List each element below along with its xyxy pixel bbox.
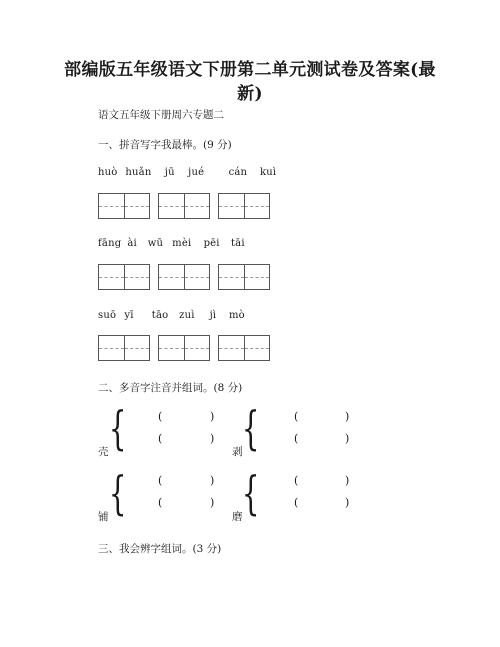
section-3-heading: 三、我会辨字组词。(3 分)	[98, 543, 222, 555]
section-1-heading: 一、拼音写字我最棒。(9 分)	[98, 139, 232, 151]
paren-close: )	[210, 410, 215, 423]
paren-close: )	[210, 432, 215, 445]
page-subtitle: 语文五年级下册周六专题二	[98, 109, 224, 121]
brace-icon: {	[241, 401, 260, 455]
polyphone-char: 剥	[232, 446, 243, 458]
pinyin: huò	[98, 167, 118, 178]
brace-icon: {	[108, 466, 127, 520]
paren-open: (	[294, 496, 299, 509]
page-title: 部编版五年级语文下册第二单元测试卷及答案(最新)	[64, 60, 436, 104]
writing-grid-row-3	[98, 335, 270, 361]
polyphone-char: 磨	[232, 511, 243, 523]
section-2-heading: 二、多音字注音并组词。(8 分)	[98, 382, 243, 394]
pinyin: tāo	[151, 310, 169, 321]
paren-close: )	[210, 496, 215, 509]
pinyin: tāi	[230, 238, 245, 249]
writing-box[interactable]	[158, 335, 210, 361]
pinyin-row-2	[98, 238, 245, 249]
pinyin-row-1	[98, 167, 276, 178]
writing-box[interactable]	[218, 335, 270, 361]
pinyin: kuì	[259, 167, 277, 178]
writing-box[interactable]	[98, 335, 150, 361]
pinyin: yī	[124, 310, 134, 321]
paren-close: )	[345, 474, 350, 487]
paren-open: (	[158, 432, 163, 445]
paren-close: )	[345, 496, 350, 509]
pinyin: huǎn	[125, 167, 152, 178]
writing-grid-row-2	[98, 264, 270, 290]
pinyin: wū	[147, 238, 164, 249]
paren-open: (	[158, 496, 163, 509]
brace-icon: {	[241, 466, 260, 520]
writing-box[interactable]	[218, 193, 270, 219]
paren-close: )	[210, 474, 215, 487]
pinyin: mò	[228, 310, 245, 321]
writing-box[interactable]	[158, 264, 210, 290]
paren-open: (	[294, 432, 299, 445]
writing-box[interactable]	[218, 264, 270, 290]
pinyin: suō	[98, 310, 117, 321]
pinyin: jū	[164, 167, 175, 178]
pinyin: ài	[127, 238, 137, 249]
pinyin: cán	[228, 167, 248, 178]
paren-close: )	[345, 410, 350, 423]
pinyin: pēi	[203, 238, 220, 249]
writing-box[interactable]	[158, 193, 210, 219]
paren-open: (	[294, 410, 299, 423]
pinyin: zuì	[179, 310, 195, 321]
writing-box[interactable]	[98, 264, 150, 290]
writing-grid-row-1	[98, 193, 270, 219]
pinyin-row-3	[98, 310, 245, 321]
pinyin: jì	[209, 310, 217, 321]
pinyin: jué	[188, 167, 205, 178]
polyphone-char: 铺	[98, 511, 109, 523]
pinyin: mèi	[172, 238, 192, 249]
paren-open: (	[158, 474, 163, 487]
paren-close: )	[345, 432, 350, 445]
paren-open: (	[158, 410, 163, 423]
polyphone-char: 壳	[98, 446, 109, 458]
brace-icon: {	[108, 401, 127, 455]
paren-open: (	[294, 474, 299, 487]
writing-box[interactable]	[98, 193, 150, 219]
pinyin: fāng	[98, 238, 122, 249]
